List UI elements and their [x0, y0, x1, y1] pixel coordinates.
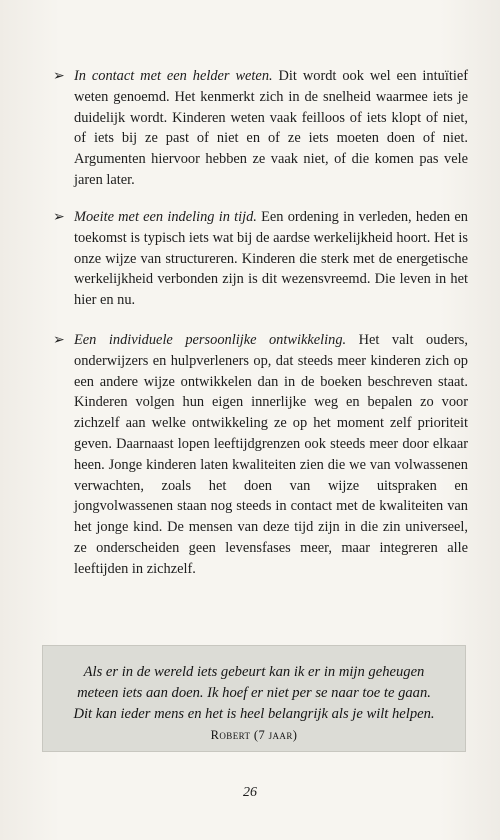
bullet-body: Dit wordt ook wel een intuïtief weten genoemd. Het kenmerkt zich in de snelheid waarmee iets je duidelijk wordt. Kinderen weten vaak feilloos of iets klopt of niet, of iets bij ze past of niet en of ze iets moeten doen of niet. Argumenten hiervoor hebben ze vaak niet, of die komen pas vele jaren later.: [74, 68, 468, 188]
bullet-item-helder-weten: [53, 66, 468, 191]
quote-line: Als er in de wereld iets gebeurt kan ik er in mijn geheugen: [83, 664, 425, 680]
arrowhead-bullet-icon: ➢: [53, 69, 65, 84]
quote-author: Robert (7 jaar): [210, 728, 298, 742]
arrowhead-bullet-icon: ➢: [53, 333, 65, 348]
page-number: 26: [243, 785, 257, 800]
bullet-item-indeling-tijd: [53, 207, 468, 311]
quote-box: [42, 645, 466, 752]
bullet-item-persoonlijke-ontwikkeling: [53, 330, 468, 580]
bullet-body: Een ordening in verleden, heden en toekomst is typisch iets wat bij de aardse werkelijkheid hoort. Het is onze wijze van structureren. Kinderen die sterk met de energetische werkelijkheid verbonden zijn is dit wezensvreemd. Die leven in het hier en nu.: [74, 209, 468, 309]
quote-line: meteen iets aan doen. Ik hoef er niet per se naar toe te gaan.: [77, 685, 431, 701]
arrowhead-bullet-icon: ➢: [53, 210, 65, 225]
bullet-body: Het valt ouders, onderwijzers en hulpverleners op, dat steeds meer kinderen zich op een andere wijze ontwikkelen dan in de boeken beschreven staat. Kinderen volgen hun eigen innerlijke weg en bepalen zo voor zichzelf aan welke ontwikkeling ze op het moment zelf prioriteit geven. Daarnaast lopen leeftijdgrenzen ook steeds meer door elkaar heen. Jonge kinderen laten kwaliteiten zien die we van volwassenen verwachten, zoals het doen van wijze uitspraken en jongvolwassenen staan nog steeds in contact met de kwaliteiten van het jonge kind. De mensen van deze tijd zijn in die zin universeel, ze onderscheiden geen levensfases meer, maar integreren alle leeftijden in zichzelf.: [74, 332, 468, 577]
bullet-paragraph: [74, 330, 468, 580]
bullet-heading: In contact met een helder weten.: [74, 68, 273, 84]
quote-line: Dit kan ieder mens en het is heel belangrijk als je wilt helpen.: [73, 706, 435, 722]
bullet-heading: Een individuele persoonlijke ontwikkeling.: [74, 332, 347, 348]
bullet-paragraph: [74, 207, 468, 311]
bullet-heading: Moeite met een indeling in tijd.: [74, 209, 257, 225]
bullet-paragraph: [74, 66, 468, 191]
